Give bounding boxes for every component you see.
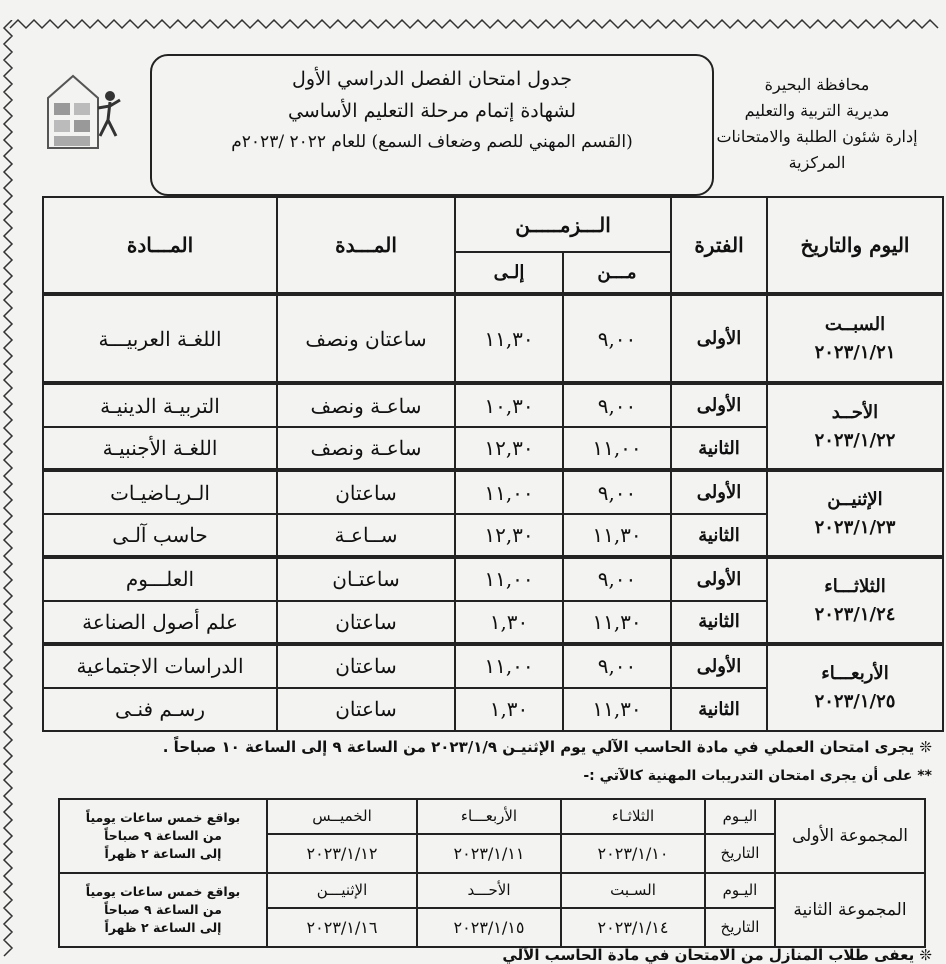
period-cell: الأولى xyxy=(671,557,767,600)
date-label: التاريخ xyxy=(705,908,775,947)
to-time: ١١,٣٠ xyxy=(455,294,563,383)
to-time: ١,٣٠ xyxy=(455,601,563,644)
duration-cell: ســاعـة xyxy=(277,514,455,557)
duration-cell: ساعتان xyxy=(277,688,455,731)
group-date: ٢٠٢٣/١/١٤ xyxy=(561,908,705,947)
to-time: ١١,٠٠ xyxy=(455,644,563,687)
day-cell xyxy=(767,383,943,470)
day-name: السبــت xyxy=(824,313,886,335)
group-name: المجموعة الأولى xyxy=(775,799,925,873)
duration-cell: ساعتان xyxy=(277,644,455,687)
to-time: ١١,٠٠ xyxy=(455,470,563,513)
ministry-logo xyxy=(28,58,128,158)
hours-cell xyxy=(59,799,267,873)
org-line: إدارة شئون الطلبة والامتحانات xyxy=(716,127,918,146)
org-line: مديرية التربية والتعليم xyxy=(744,101,890,120)
hours-line: إلى الساعة ٢ ظهراً xyxy=(104,845,222,861)
to-time: ١١,٠٠ xyxy=(455,557,563,600)
from-time: ٩,٠٠ xyxy=(563,557,671,600)
org-line: محافظة البحيرة xyxy=(764,75,870,94)
group-date: ٢٠٢٣/١/١٥ xyxy=(417,908,561,947)
document-subtitle: لشهادة إتمام مرحلة التعليم الأساسي xyxy=(287,100,577,122)
to-time: ١٢,٣٠ xyxy=(455,514,563,557)
zigzag-border-left xyxy=(0,20,28,960)
exemption-note: ❊ يعفى طلاب المنازل من الامتحان في مادة الحاسب الآلي xyxy=(502,946,932,964)
hours-line: من الساعة ٩ صباحاً xyxy=(104,827,222,843)
group-name: المجموعة الثانية xyxy=(775,873,925,947)
to-time: ١٠,٣٠ xyxy=(455,383,563,426)
day-cell xyxy=(767,557,943,644)
day-date: ٢٠٢٣/١/٢٣ xyxy=(814,516,896,538)
duration-cell: ساعـة ونصف xyxy=(277,427,455,470)
day-name: الأربعـــاء xyxy=(821,663,889,685)
day-name: الإثنيــن xyxy=(827,488,883,510)
header-time: الـــزمـــــن xyxy=(455,197,671,252)
period-cell: الثانية xyxy=(671,688,767,731)
period-cell: الثانية xyxy=(671,514,767,557)
zigzag-border-top xyxy=(0,0,946,30)
day-date: ٢٠٢٣/١/٢٢ xyxy=(814,429,896,451)
document-title: جدول امتحان الفصل الدراسي الأول xyxy=(292,68,572,90)
document-section: (القسم المهني للصم وضعاف السمع) للعام ٢٠٢٢ /٢٠٢٣م xyxy=(231,132,633,152)
subject-cell: رسـم فنـى xyxy=(43,688,277,731)
group-day: الخميــس xyxy=(267,799,417,834)
header-duration: المـــدة xyxy=(277,197,455,294)
subject-cell: العلـــوم xyxy=(43,557,277,600)
group-date: ٢٠٢٣/١/١٢ xyxy=(267,834,417,873)
vocational-training-table xyxy=(58,798,926,948)
group-day: الأربعـــاء xyxy=(417,799,561,834)
group-day: الثلاثـاء xyxy=(561,799,705,834)
date-label: التاريخ xyxy=(705,834,775,873)
period-cell: الأولى xyxy=(671,644,767,687)
period-cell: الأولى xyxy=(671,383,767,426)
subject-cell: الدراسات الاجتماعية xyxy=(43,644,277,687)
period-cell: الأولى xyxy=(671,294,767,383)
org-line: المركزية xyxy=(788,153,846,172)
hours-line: من الساعة ٩ صباحاً xyxy=(104,901,222,917)
header-day-date: اليوم والتاريخ xyxy=(767,197,943,294)
day-name: الثلاثـــاء xyxy=(824,575,886,597)
duration-cell: ساعتان ونصف xyxy=(277,294,455,383)
group-date: ٢٠٢٣/١/١٦ xyxy=(267,908,417,947)
period-cell: الثانية xyxy=(671,427,767,470)
title-box xyxy=(150,54,714,196)
duration-cell: ساعتان xyxy=(277,470,455,513)
to-time: ١٢,٣٠ xyxy=(455,427,563,470)
header-subject: المـــادة xyxy=(43,197,277,294)
group-day: الإثنيـــن xyxy=(267,873,417,908)
from-time: ٩,٠٠ xyxy=(563,383,671,426)
from-time: ٩,٠٠ xyxy=(563,470,671,513)
from-time: ١١,٣٠ xyxy=(563,514,671,557)
header-from: مـــن xyxy=(563,252,671,294)
from-time: ١١,٠٠ xyxy=(563,427,671,470)
subject-cell: اللغـة الأجنبيـة xyxy=(43,427,277,470)
day-date: ٢٠٢٣/١/٢٥ xyxy=(814,691,896,713)
subject-cell: حاسب آلـى xyxy=(43,514,277,557)
day-cell xyxy=(767,644,943,731)
subject-cell: علم أصول الصناعة xyxy=(43,601,277,644)
hours-line: إلى الساعة ٢ ظهراً xyxy=(104,919,222,935)
practical-exam-note: ❊ يجرى امتحان العملي في مادة الحاسب الآلي يوم الإثنيـن ٢٠٢٣/١/٩ من الساعة ٩ إلى الساعة ١٠ صباحاً . xyxy=(162,738,932,756)
hours-line: بواقع خمس ساعات يومياً xyxy=(85,809,241,825)
day-label: اليـوم xyxy=(705,799,775,834)
subject-cell: اللغـة العربيـــة xyxy=(43,294,277,383)
from-time: ١١,٣٠ xyxy=(563,601,671,644)
duration-cell: ساعتان xyxy=(277,601,455,644)
period-cell: الثانية xyxy=(671,601,767,644)
group-day: السـبت xyxy=(561,873,705,908)
vocational-intro-note: ** على أن يجرى امتحان التدريبات المهنية كالآتي :- xyxy=(583,768,932,784)
day-date: ٢٠٢٣/١/٢٤ xyxy=(814,603,896,625)
day-date: ٢٠٢٣/١/٢١ xyxy=(814,341,896,363)
period-cell: الأولى xyxy=(671,470,767,513)
subject-cell: الـريـاضيـات xyxy=(43,470,277,513)
group-date: ٢٠٢٣/١/١٠ xyxy=(561,834,705,873)
group-date: ٢٠٢٣/١/١١ xyxy=(417,834,561,873)
duration-cell: ساعتـان xyxy=(277,557,455,600)
duration-cell: ساعـة ونصف xyxy=(277,383,455,426)
organization-header xyxy=(702,72,932,176)
header-period: الفترة xyxy=(671,197,767,294)
exam-schedule-table xyxy=(42,196,944,732)
to-time: ١,٣٠ xyxy=(455,688,563,731)
subject-cell: التربيـة الدينيـة xyxy=(43,383,277,426)
hours-cell xyxy=(59,873,267,947)
from-time: ٩,٠٠ xyxy=(563,644,671,687)
group-day: الأحـــد xyxy=(417,873,561,908)
day-cell xyxy=(767,470,943,557)
hours-line: بواقع خمس ساعات يومياً xyxy=(85,883,241,899)
day-label: اليـوم xyxy=(705,873,775,908)
from-time: ١١,٣٠ xyxy=(563,688,671,731)
day-name: الأحــد xyxy=(831,401,879,423)
header-to: إلـى xyxy=(455,252,563,294)
from-time: ٩,٠٠ xyxy=(563,294,671,383)
day-cell xyxy=(767,294,943,383)
